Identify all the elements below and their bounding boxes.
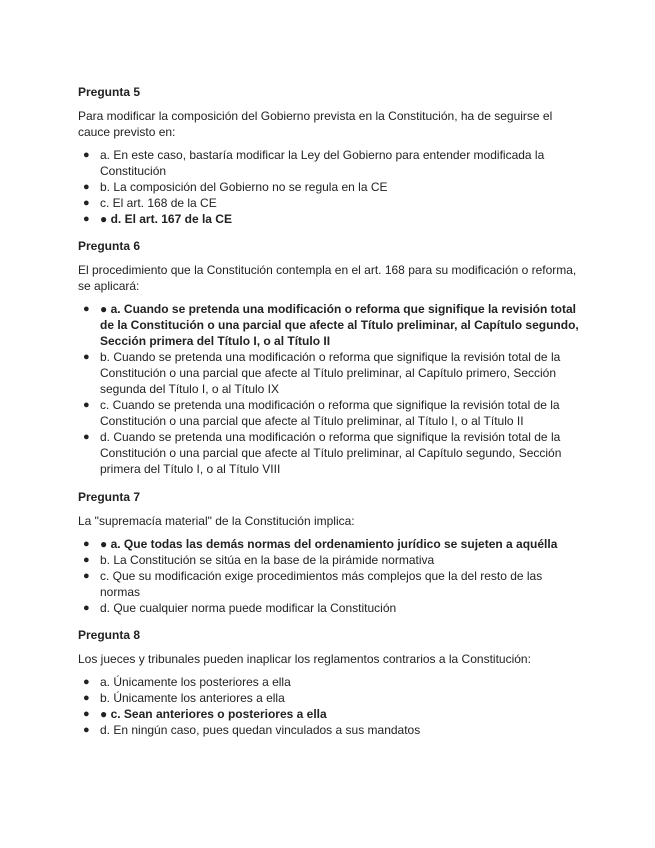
option-text: d. Cuando se pretenda una modificación o reforma que signifique la revisión total de la Constitución o una parcial que afecte al Título preliminar, al Capítulo segundo, Sección primera del Título I, o al Título VIII <box>100 430 562 476</box>
options-list <box>78 301 583 477</box>
options-list <box>78 147 583 227</box>
bullet-icon: ● <box>83 676 90 688</box>
bullet-icon: ● <box>83 570 90 582</box>
option-text: b. La Constitución se sitúa en la base de la pirámide normativa <box>100 553 435 567</box>
option-text: ● c. Sean anteriores o posteriores a ella <box>100 707 327 721</box>
option-text: b. Cuando se pretenda una modificación o reforma que signifique la revisión total de la Constitución o una parcial que afecte al Título preliminar, al Capítulo primero, Sección segunda del Título I, o al Título IX <box>100 350 561 396</box>
list-item <box>78 179 583 195</box>
option-text: b. La composición del Gobierno no se regula en la CE <box>100 180 388 194</box>
question-text: La "supremacía material" de la Constitución implica: <box>78 514 355 528</box>
question-8 <box>78 627 583 738</box>
bullet-icon: ● <box>83 303 90 315</box>
question-5 <box>78 84 583 227</box>
question-text: Para modificar la composición del Gobierno prevista en la Constitución, ha de seguirse el cauce previsto en: <box>78 109 553 139</box>
bullet-icon: ● <box>83 213 90 225</box>
list-item <box>78 397 583 429</box>
list-item <box>78 568 583 600</box>
bullet-icon: ● <box>83 708 90 720</box>
bullet-icon: ● <box>83 351 90 363</box>
option-text: ● a. Cuando se pretenda una modificación o reforma que signifique la revisión total de la Constitución o una parcial que afecte al Título preliminar, al Capítulo segundo, Sección primera del Título I, o al Título II <box>100 302 579 348</box>
question-title: Pregunta 5 <box>78 85 141 99</box>
list-item <box>78 349 583 397</box>
bullet-icon: ● <box>83 692 90 704</box>
bullet-icon: ● <box>83 538 90 550</box>
option-text: a. Únicamente los posteriores a ella <box>100 675 291 689</box>
option-text: b. Únicamente los anteriores a ella <box>100 691 285 705</box>
list-item-correct <box>78 211 583 227</box>
option-text: c. El art. 168 de la CE <box>100 196 217 210</box>
list-item-correct <box>78 301 583 349</box>
option-text: d. En ningún caso, pues quedan vinculados a sus mandatos <box>100 723 421 737</box>
option-text: ● a. Que todas las demás normas del ordenamiento jurídico se sujeten a aquélla <box>100 537 558 551</box>
question-7 <box>78 489 583 616</box>
list-item <box>78 600 583 616</box>
options-list <box>78 536 583 616</box>
question-title: Pregunta 8 <box>78 628 141 642</box>
list-item <box>78 690 583 706</box>
list-item <box>78 674 583 690</box>
list-item <box>78 429 583 477</box>
question-title: Pregunta 6 <box>78 239 141 253</box>
bullet-icon: ● <box>83 181 90 193</box>
question-title: Pregunta 7 <box>78 490 141 504</box>
list-item-correct <box>78 706 583 722</box>
option-text: ● d. El art. 167 de la CE <box>100 212 232 226</box>
question-text: El procedimiento que la Constitución contempla en el art. 168 para su modificación o reforma, se aplicará: <box>78 263 577 293</box>
question-text: Los jueces y tribunales pueden inaplicar los reglamentos contrarios a la Constitución: <box>78 652 531 666</box>
list-item <box>78 722 583 738</box>
bullet-icon: ● <box>83 197 90 209</box>
list-item <box>78 195 583 211</box>
bullet-icon: ● <box>83 724 90 736</box>
bullet-icon: ● <box>83 602 90 614</box>
option-text: a. En este caso, bastaría modificar la Ley del Gobierno para entender modificada la Constitución <box>100 148 545 178</box>
option-text: c. Cuando se pretenda una modificación o reforma que signifique la revisión total de la Constitución o una parcial que afecte al Título preliminar, al Título I, o al Título II <box>100 398 560 428</box>
list-item-correct <box>78 536 583 552</box>
question-6 <box>78 238 583 477</box>
list-item <box>78 147 583 179</box>
list-item <box>78 552 583 568</box>
option-text: d. Que cualquier norma puede modificar la Constitución <box>100 601 397 615</box>
bullet-icon: ● <box>83 399 90 411</box>
options-list <box>78 674 583 738</box>
bullet-icon: ● <box>83 431 90 443</box>
option-text: c. Que su modificación exige procedimientos más complejos que la del resto de las normas <box>100 569 543 599</box>
bullet-icon: ● <box>83 554 90 566</box>
bullet-icon: ● <box>83 149 90 161</box>
